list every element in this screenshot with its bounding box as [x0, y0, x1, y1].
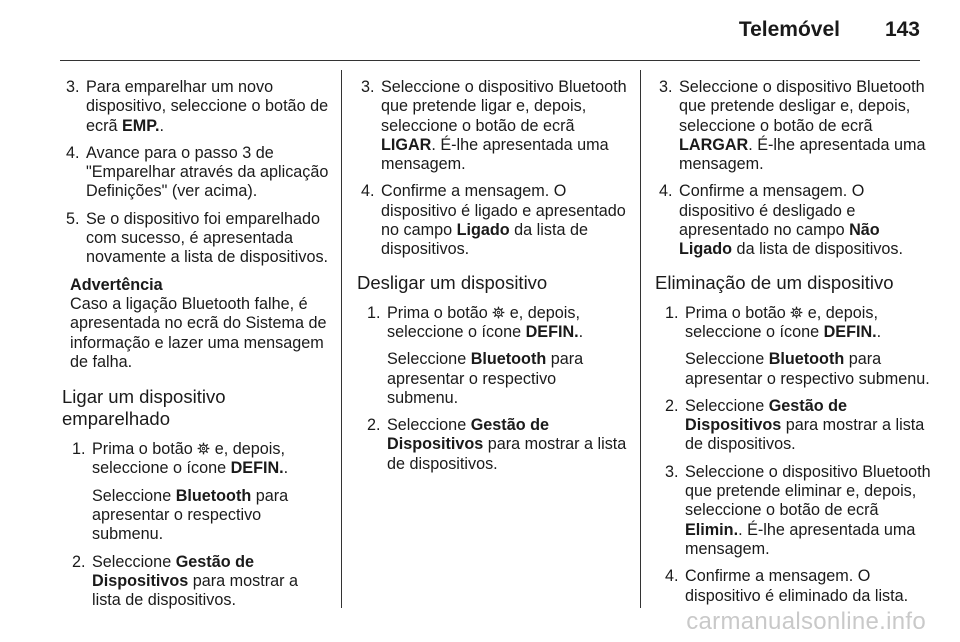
section-heading-connect: Ligar um dispositivo emparelhado [62, 386, 226, 430]
list-item: 5. Se o dispositivo foi emparelhado com sucesso, é apresentada novamente a lista de dispositivos. [66, 209, 329, 267]
delete-steps [661, 304, 935, 606]
list-item: 4. Confirme a mensagem. O dispositivo é desligado e apresentado no campo Não Ligado da lista de dispositivos. [659, 182, 904, 259]
settings-icon [790, 306, 803, 319]
settings-icon [492, 306, 505, 319]
page-title: Telemóvel [738, 18, 840, 41]
list-item: 2. Seleccione Gestão de Dispositivos para mostrar a lista de dispositivos. [72, 552, 299, 610]
connect-steps [68, 440, 330, 610]
column-2 [357, 78, 629, 482]
note-text: Caso a ligação Bluetooth falhe, é apresentada no ecrã do Sistema de informação e lazer uma mensagem de falha. [70, 294, 327, 371]
section-heading-delete: Eliminação de um dispositivo [655, 271, 894, 293]
column-1 [62, 78, 330, 619]
warning-note [70, 276, 330, 372]
page-header [0, 0, 960, 60]
disconnect-steps [363, 304, 629, 474]
settings-icon [197, 442, 210, 455]
list-item: 2. Seleccione Gestão de Dispositivos para mostrar a lista de dispositivos. [665, 396, 925, 454]
list-item: 1. Prima o botão e, depois, seleccione o ícone DEFIN.. Seleccione Bluetooth para apresentar o respectivo submenu. [72, 440, 289, 544]
header-rule [60, 60, 920, 61]
disconnect-steps-continued [655, 78, 935, 260]
list-item: 4. Confirme a mensagem. O dispositivo é ligado e apresentado no campo Ligado da lista de dispositivos. [361, 182, 626, 259]
note-title: Advertência [70, 275, 163, 294]
list-item: 3. Seleccione o dispositivo Bluetooth que pretende eliminar e, depois, seleccione o botão de ecrã Elimin.. É-lhe apresentada uma mensagem. [665, 462, 931, 558]
connect-steps-continued [357, 78, 629, 260]
list-item: 4. Avance para o passo 3 de "Emparelhar através da aplicação Definições" (ver acima). [66, 143, 329, 201]
column-3 [655, 78, 935, 614]
column-divider-1 [341, 70, 342, 608]
section-heading-disconnect: Desligar um dispositivo [357, 271, 548, 293]
list-item: 3. Para emparelhar um novo dispositivo, seleccione o botão de ecrã EMP.. [66, 78, 329, 135]
list-item: 2. Seleccione Gestão de Dispositivos para mostrar a lista de dispositivos. [367, 416, 627, 473]
list-item: 3. Seleccione o dispositivo Bluetooth que pretende desligar e, depois, seleccione o botão de ecrã LARGAR. É-lhe apresentada uma mensagem. [659, 78, 926, 174]
page-number: 143 [884, 18, 920, 41]
list-item: 4. Confirme a mensagem. O dispositivo é eliminado da lista. [665, 567, 909, 605]
column-divider-2 [640, 70, 641, 608]
list-item: 1. Prima o botão e, depois, seleccione o ícone DEFIN.. Seleccione Bluetooth para apresentar o respectivo submenu. [367, 303, 584, 407]
pairing-steps-continued [62, 78, 330, 268]
list-item: 3. Seleccione o dispositivo Bluetooth que pretende ligar e, depois, seleccione o botão de ecrã LIGAR. É-lhe apresentada uma mensagem. [361, 78, 627, 174]
watermark: carmanualsonline.info [686, 608, 926, 635]
list-item: 1. Prima o botão e, depois, seleccione o ícone DEFIN.. Seleccione Bluetooth para apresentar o respectivo submenu. [665, 303, 930, 388]
